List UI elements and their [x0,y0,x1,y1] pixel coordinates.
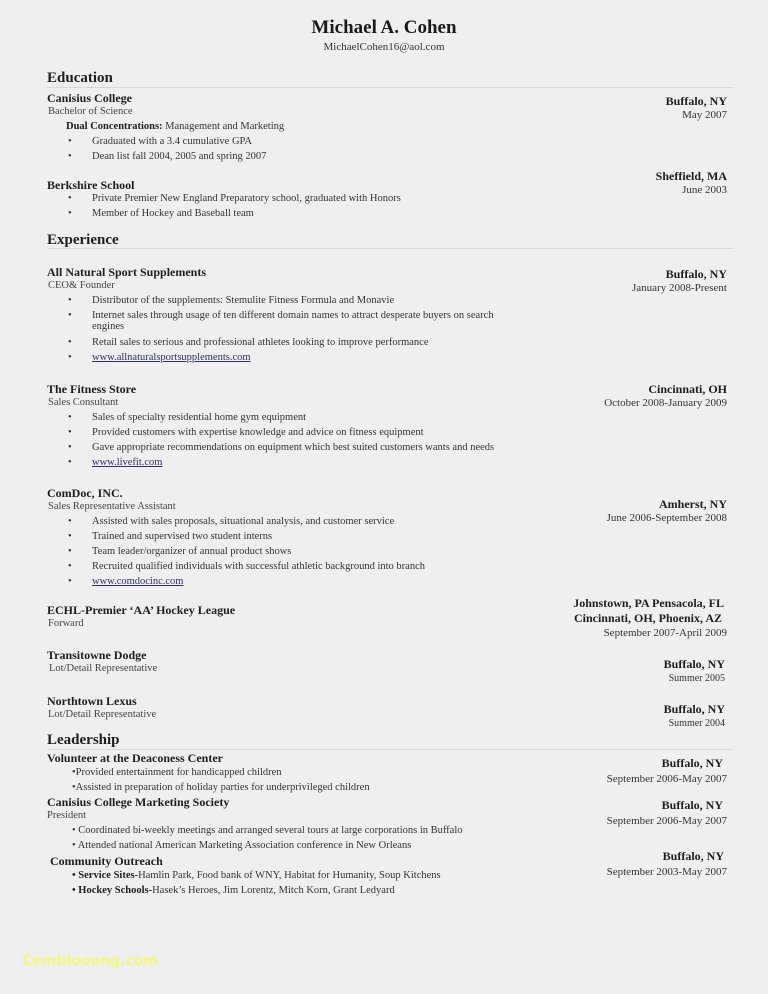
bullet-icon: • [68,442,72,453]
location: Buffalo, NY [665,267,727,281]
bullet-text: Recruited qualified individuals with successful athletic background into branch [92,561,425,572]
bullet-icon: • [68,531,72,542]
list-item [68,337,429,348]
bullet-text: Sales of specialty residential home gym equipment [92,412,307,423]
section-divider [47,749,733,750]
location: Sheffield, MA [655,169,727,183]
bullet-icon: • [68,310,72,321]
employer: ComDoc, INC. [47,486,123,500]
section-divider [47,87,733,88]
date: May 2007 [682,109,727,121]
list-item [68,531,272,542]
list-item [68,295,394,306]
section-title-education: Education [47,70,113,86]
bullet-text: Trained and supervised two student interns [92,531,273,542]
list-item: •Provided entertainment for handicapped children [72,767,282,778]
bullet-text: Member of Hockey and Baseball team [92,208,254,219]
date: September 2006-May 2007 [606,773,727,785]
bullet-icon: • [68,427,72,438]
employer: All Natural Sport Supplements [47,265,207,279]
list-item [68,208,254,219]
organization: Canisius College Marketing Society [47,795,230,809]
list-item [68,561,425,572]
location: Buffalo, NY [663,702,725,716]
role: President [47,810,87,821]
location: Buffalo, NY [663,657,725,671]
list-item [72,870,441,881]
date: January 2008-Present [631,282,727,294]
location: Cincinnati, OH, Phoenix, AZ [573,611,722,625]
job-title: CEO& Founder [48,280,115,291]
section-divider [47,248,733,249]
organization: Volunteer at the Deaconess Center [47,751,223,765]
list-item [68,546,291,557]
resume-name: Michael A. Cohen [311,17,457,38]
section-title-leadership: Leadership [47,732,120,748]
list-item [68,427,424,438]
bullet-icon: • [68,295,72,306]
date: October 2008-January 2009 [604,397,727,409]
date: Summer 2005 [668,673,725,684]
list-item: • Attended national American Marketing Association conference in New Orleans [72,840,412,851]
location: Buffalo, NY [661,798,723,812]
watermark: Cemblooong.com [22,953,158,969]
list-item [68,457,162,468]
date: June 2003 [682,184,727,196]
list-item [68,151,266,162]
concentration-value: Management and Marketing [162,121,285,132]
job-title: Sales Representative Assistant [48,501,176,512]
bullet-icon: • [68,457,72,468]
date: Summer 2004 [668,718,725,729]
bullet-text: Assisted with sales proposals, situational analysis, and customer service [92,516,395,527]
bullet-icon: • [68,208,72,219]
list-item [68,136,252,147]
location: Cincinnati, OH [648,382,727,396]
bullet-icon: • [68,561,72,572]
job-title: Lot/Detail Representative [49,663,158,674]
date: September 2003-May 2007 [606,866,727,878]
date: September 2006-May 2007 [606,815,727,827]
location: Johnstown, PA Pensacola, FL [573,596,724,610]
education-org: Berkshire School [47,178,135,192]
location: Buffalo, NY [662,849,724,863]
employer: ECHL-Premier ‘AA’ Hockey League [47,603,236,617]
concentration-label: Dual Concentrations: [66,121,163,132]
email-address: MichaelCohen16@aol.com [323,41,445,53]
bullet-icon: • [68,546,72,557]
bullet-icon: • [68,151,72,162]
bullet-text: Graduated with a 3.4 cumulative GPA [92,136,252,147]
organization: Community Outreach [50,854,163,868]
bullet-text: Private Premier New England Preparatory school, graduated with Honors [92,193,401,204]
employer: Transitowne Dodge [47,648,147,662]
website-link[interactable]: www.comdocinc.com [92,576,184,587]
bullet-text: Distributor of the supplements: Stemulite Fitness Formula and Monavie [92,295,395,306]
list-item [68,310,528,332]
job-title: Lot/Detail Representative [48,709,157,720]
bullet-label: • Service Sites- [72,870,139,881]
list-item [68,576,183,587]
list-item [68,516,394,527]
bullet-icon: • [68,337,72,348]
education-concentration [66,121,284,132]
location: Buffalo, NY [661,756,723,770]
employer: The Fitness Store [47,382,137,396]
job-title: Sales Consultant [48,397,119,408]
bullet-text: Internet sales through usage of ten different domain names to attract desperate buyers on search engines [92,310,494,332]
section-title-experience: Experience [47,232,119,248]
date: September 2007-April 2009 [603,627,727,639]
list-item [68,352,251,363]
bullet-text: Hamlin Park, Food bank of WNY, Habitat for Humanity, Soup Kitchens [138,870,441,881]
website-link[interactable]: www.livefit.com [92,457,163,468]
list-item: •Assisted in preparation of holiday parties for underprivileged children [72,782,370,793]
employer: Northtown Lexus [47,694,137,708]
bullet-icon: • [68,193,72,204]
education-degree: Bachelor of Science [48,106,133,117]
bullet-icon: • [68,136,72,147]
bullet-text: Provided customers with expertise knowledge and advice on fitness equipment [92,427,424,438]
date: June 2006-September 2008 [606,512,727,524]
list-item: • Coordinated bi-weekly meetings and arranged several tours at large corporations in Buffalo [72,825,463,836]
education-org: Canisius College [47,91,133,105]
bullet-text: Hasek’s Heroes, Jim Lorentz, Mitch Korn, Grant Ledyard [152,885,395,896]
bullet-text: Dean list fall 2004, 2005 and spring 2007 [92,151,267,162]
bullet-icon: • [68,576,72,587]
location: Buffalo, NY [665,94,727,108]
bullet-label: • Hockey Schools- [72,885,153,896]
bullet-icon: • [68,352,72,363]
job-title: Forward [48,618,84,629]
bullet-text: Retail sales to serious and professional athletes looking to improve performance [92,337,429,348]
list-item [68,193,401,204]
list-item [68,412,306,423]
bullet-text: Team leader/organizer of annual product shows [92,546,292,557]
list-item [68,442,494,453]
location: Amherst, NY [659,497,727,511]
list-item [72,885,395,896]
bullet-icon: • [68,516,72,527]
bullet-text: Gave appropriate recommendations on equipment which best suited customers wants and needs [92,442,495,453]
bullet-icon: • [68,412,72,423]
website-link[interactable]: www.allnaturalsportsupplements.com [92,352,251,363]
